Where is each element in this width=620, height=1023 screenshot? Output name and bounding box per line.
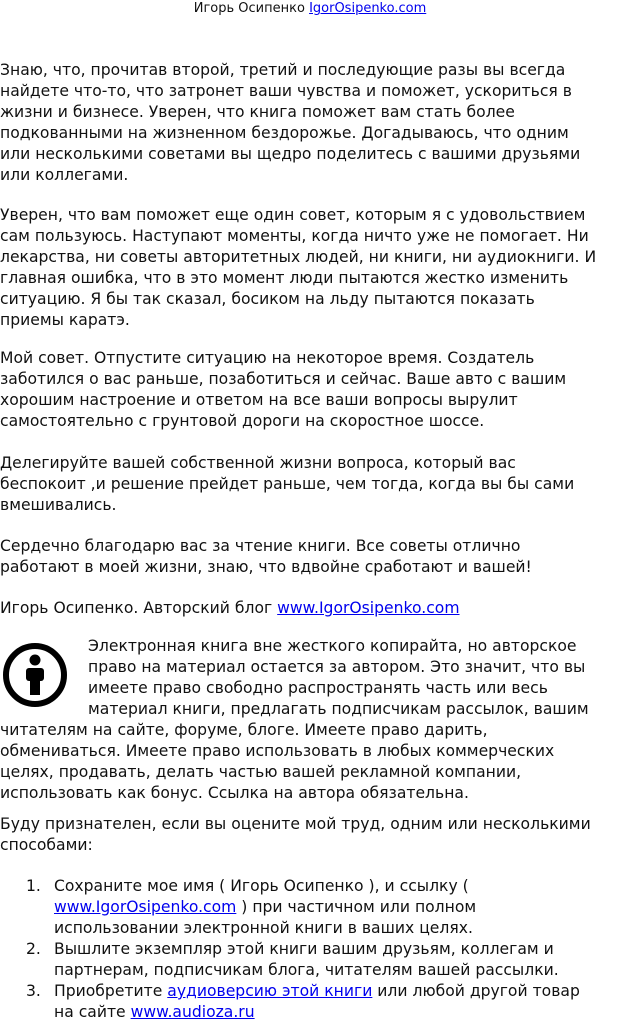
text-line: ситуацию. Я бы так сказал, босиком на льду пытаются показать	[0, 290, 535, 308]
text-line: работают в моей жизни, знаю, что вдвойне сработают и вашей!	[0, 558, 532, 576]
text-line: или коллегами.	[0, 166, 129, 184]
text-line: Знаю, что, прочитав второй, третий и последующие разы вы всегда	[0, 61, 566, 79]
site-link[interactable]: www.IgorOsipenko.com	[54, 898, 237, 916]
text-line: вмешивались.	[0, 496, 117, 514]
list-item	[0, 939, 620, 981]
audioza-link[interactable]: www.audioza.ru	[130, 1003, 255, 1021]
text-line: Сохраните мое имя ( Игорь Осипенко ), и ссылку (	[54, 877, 469, 895]
text-line: Вышлите экземпляр этой книги вашим друзьям, коллегам и	[54, 940, 554, 958]
list-number: 1.	[26, 877, 41, 895]
text-line: главная ошибка, что в это момент люди пытаются жестко изменить	[0, 269, 569, 287]
text-line	[54, 981, 620, 1002]
text-line: Буду признателен, если вы оцените мой труд, одним или несколькими	[0, 815, 591, 833]
text-line	[54, 1002, 620, 1023]
text-line: право на материал остается за автором. Это значит, что вы	[88, 658, 586, 676]
text-line: читателям на сайте, форуме, блоге. Имеете право дарить,	[0, 721, 488, 739]
request-list	[0, 876, 620, 1023]
paragraph-delegate	[0, 453, 620, 516]
text-line	[54, 897, 620, 918]
text-line: хорошим настроение и ответом на все ваши вопросы вырулит	[0, 391, 518, 409]
text-line: Электронная книга вне жесткого копирайта, но авторское	[88, 637, 577, 655]
text-line: способами:	[0, 836, 93, 854]
text-line: заботился о вас раньше, позаботиться и сейчас. Ваше авто с вашим	[0, 370, 567, 388]
paragraph-intro	[0, 60, 620, 186]
paragraph-thanks	[0, 536, 620, 578]
paragraph-signature	[0, 598, 620, 619]
text-line: материал книги, предлагать подписчикам рассылок, вашим	[88, 700, 589, 718]
signature-text: Игорь Осипенко. Авторский блог	[0, 599, 273, 617]
text-line: Мой совет. Отпустите ситуацию на некоторое время. Создатель	[0, 349, 535, 367]
audio-version-link[interactable]: аудиоверсию этой книги	[167, 982, 373, 1000]
text-fragment: ) при частичном или полном	[236, 898, 477, 916]
paragraph-advice	[0, 205, 620, 331]
text-line: самостоятельно с грунтовой дороги на скоростное шоссе.	[0, 412, 485, 430]
text-line: использовать как бонус. Ссылка на автора обязательна.	[0, 784, 469, 802]
text-fragment: на сайте	[54, 1003, 131, 1021]
list-item	[0, 876, 620, 939]
license-notice	[0, 636, 620, 804]
text-line: использовании электронной книги в ваших целях.	[54, 919, 473, 937]
text-line: Сердечно благодарю вас за чтение книги. Все советы отлично	[0, 537, 521, 555]
paragraph-request	[0, 814, 620, 856]
list-item	[0, 981, 620, 1023]
text-line: Делегируйте вашей собственной жизни вопроса, который вас	[0, 454, 516, 472]
list-number: 3.	[26, 982, 41, 1000]
text-line: беспокоит ,и решение прейдет раньше, чем тогда, когда вы бы сами	[0, 475, 575, 493]
header-author: Игорь Осипенко	[193, 1, 305, 16]
text-line: лекарства, ни советы авторитетных людей, ни книги, ни аудиокниги. И	[0, 248, 597, 266]
text-line: партнерам, подписчикам блога, читателям вашей рассылки.	[54, 961, 559, 979]
text-line: приемы каратэ.	[0, 311, 130, 329]
header-site-link[interactable]: IgorOsipenko.com	[309, 1, 427, 16]
text-line: жизни и бизнесе. Уверен, что книга поможет вам стать более	[0, 103, 515, 121]
blog-link[interactable]: www.IgorOsipenko.com	[277, 599, 460, 617]
text-line: Уверен, что вам поможет еще один совет, которым я с удовольствием	[0, 206, 586, 224]
text-fragment: Приобретите	[54, 982, 168, 1000]
text-line: имеете право свободно распространять часть или весь	[88, 679, 548, 697]
page-header	[0, 0, 620, 18]
text-line: найдете что-то, что затронет ваши чувства и поможет, ускориться в	[0, 82, 572, 100]
list-number: 2.	[26, 940, 41, 958]
text-line: или несколькими советами вы щедро поделитесь с вашими друзьями	[0, 145, 581, 163]
text-line: целях, продавать, делать частью вашей рекламной компании,	[0, 763, 522, 781]
text-fragment: или любой другой товар	[372, 982, 580, 1000]
text-line: сам пользуюсь. Наступают моменты, когда ничто уже не помогает. Ни	[0, 227, 589, 245]
text-line: подкованными на жизненном бездорожье. Догадываюсь, что одним	[0, 124, 569, 142]
text-line: обмениваться. Имеете право использовать в любых коммерческих	[0, 742, 555, 760]
paragraph-my-advice	[0, 348, 620, 432]
